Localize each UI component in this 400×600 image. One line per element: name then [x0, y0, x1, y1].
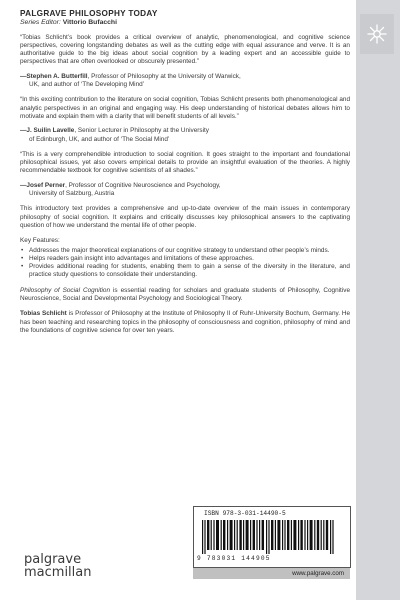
- endorser-role: , Professor of Philosophy at the University of Warwick,: [87, 72, 241, 80]
- endorsement-attribution: [20, 127, 350, 144]
- endorser-role-continued: of Edinburgh, UK, and author of ‘The Social Mind’: [29, 135, 170, 143]
- endorser-name: —Stephen A. Butterfill: [20, 72, 88, 80]
- author-bio-text: is Professor of Philosophy at the Institute of Philosophy II of Ruhr-University Bochum, Germany. He has been teaching and researching topics in the philosophy of consciousness and cognition, philosophy of mind and the foundations of cognitive science for over ten years.: [20, 310, 350, 334]
- endorser-role: , Senior Lecturer in Philosophy at the University: [74, 127, 209, 135]
- endorser-role: , Professor of Cognitive Neuroscience and Psychology,: [65, 181, 221, 189]
- endorsement-quote: “This is a very comprehendible introduction to social cognition. It goes straight to the important and foundational philosophical issues, yet also covers empirical details to provide an insightful evaluation of the theories. A highly recommendable textbook for cognitive scientists of all shades.”: [20, 150, 350, 175]
- author-name: Tobias Schlicht: [20, 310, 67, 318]
- book-description: This introductory text provides a comprehensive and up-to-date overview of the main issues in contemporary philosophy of social cognition. It explains and critically discusses key philosophical answers to the captivating question of how we understand the mental life of other people.: [20, 205, 350, 229]
- key-features-list: [20, 247, 350, 280]
- springer-horse-icon: [366, 23, 388, 45]
- book-title: Philosophy of Social Cognition: [20, 286, 110, 294]
- barcode-digits: 9 783031 144905: [197, 555, 271, 562]
- key-feature-item: • Helps readers gain insight into advantages and limitations of these approaches.: [20, 255, 350, 263]
- endorser-name: —Josef Perner: [20, 181, 66, 189]
- series-title: PALGRAVE PHILOSOPHY TODAY: [20, 9, 158, 18]
- key-features-title: Key Features:: [20, 237, 60, 245]
- endorser-role-continued: UK, and author of ‘The Developing Mind’: [29, 81, 145, 89]
- series-editor-name: Vittorio Bufacchi: [62, 19, 117, 27]
- springer-logo-box: [360, 14, 394, 54]
- spine-band: [356, 0, 400, 600]
- endorsement-attribution: [20, 182, 350, 199]
- endorsement-attribution: [20, 73, 350, 90]
- endorser-name: —J. Suilin Lavelle: [20, 127, 75, 135]
- barcode-icon: [198, 520, 344, 554]
- logo-line-macmillan: macmillan: [24, 565, 92, 580]
- series-editor-label: Series Editor:: [20, 19, 61, 27]
- key-feature-item: • Provides additional reading for students, enabling them to gain a sense of the diversity in the literature, and practice study questions to consolidate their understanding.: [20, 263, 350, 280]
- key-feature-item: • Addresses the major theoretical explanations of our cognitive strategy to understand other people’s minds.: [20, 247, 350, 255]
- logo-line-palgrave: palgrave: [24, 552, 82, 567]
- audience-statement: [20, 287, 350, 304]
- endorser-role-continued: University of Salzburg, Austria: [29, 190, 115, 198]
- publisher-url: www.palgrave.com: [193, 568, 350, 579]
- endorsement-quote: “In this exciting contribution to the literature on social cognition, Tobias Schlicht presents both phenomenological and analytic perspectives in an original and engaging way. His deep understanding of historical debates allows him to motivate and explain them with a clarity that will benefit students of all levels.”: [20, 96, 350, 120]
- isbn-label: ISBN 978-3-031-14490-5: [204, 510, 286, 517]
- endorsement-quote: “Tobias Schlicht’s book provides a critical overview of analytic, phenomenological, and cognitive science perspectives, covering longstanding debates as well as the cutting edge with equal assurance and verve. It is an authoritative guide to the big ideas about social cognition by a leading expert and an accessible guide to perspectives that are often overlooked or obscurely presented.”: [20, 33, 350, 66]
- back-cover-text: [20, 10, 350, 342]
- palgrave-macmillan-logo: [24, 553, 91, 579]
- series-editor: [20, 19, 350, 27]
- author-bio: [20, 310, 350, 335]
- audience-text: is essential reading for scholars and graduate students of Philosophy, Cognitive Neuroscience, Social and Developmental Psychology and Sociological Theory.: [20, 286, 350, 303]
